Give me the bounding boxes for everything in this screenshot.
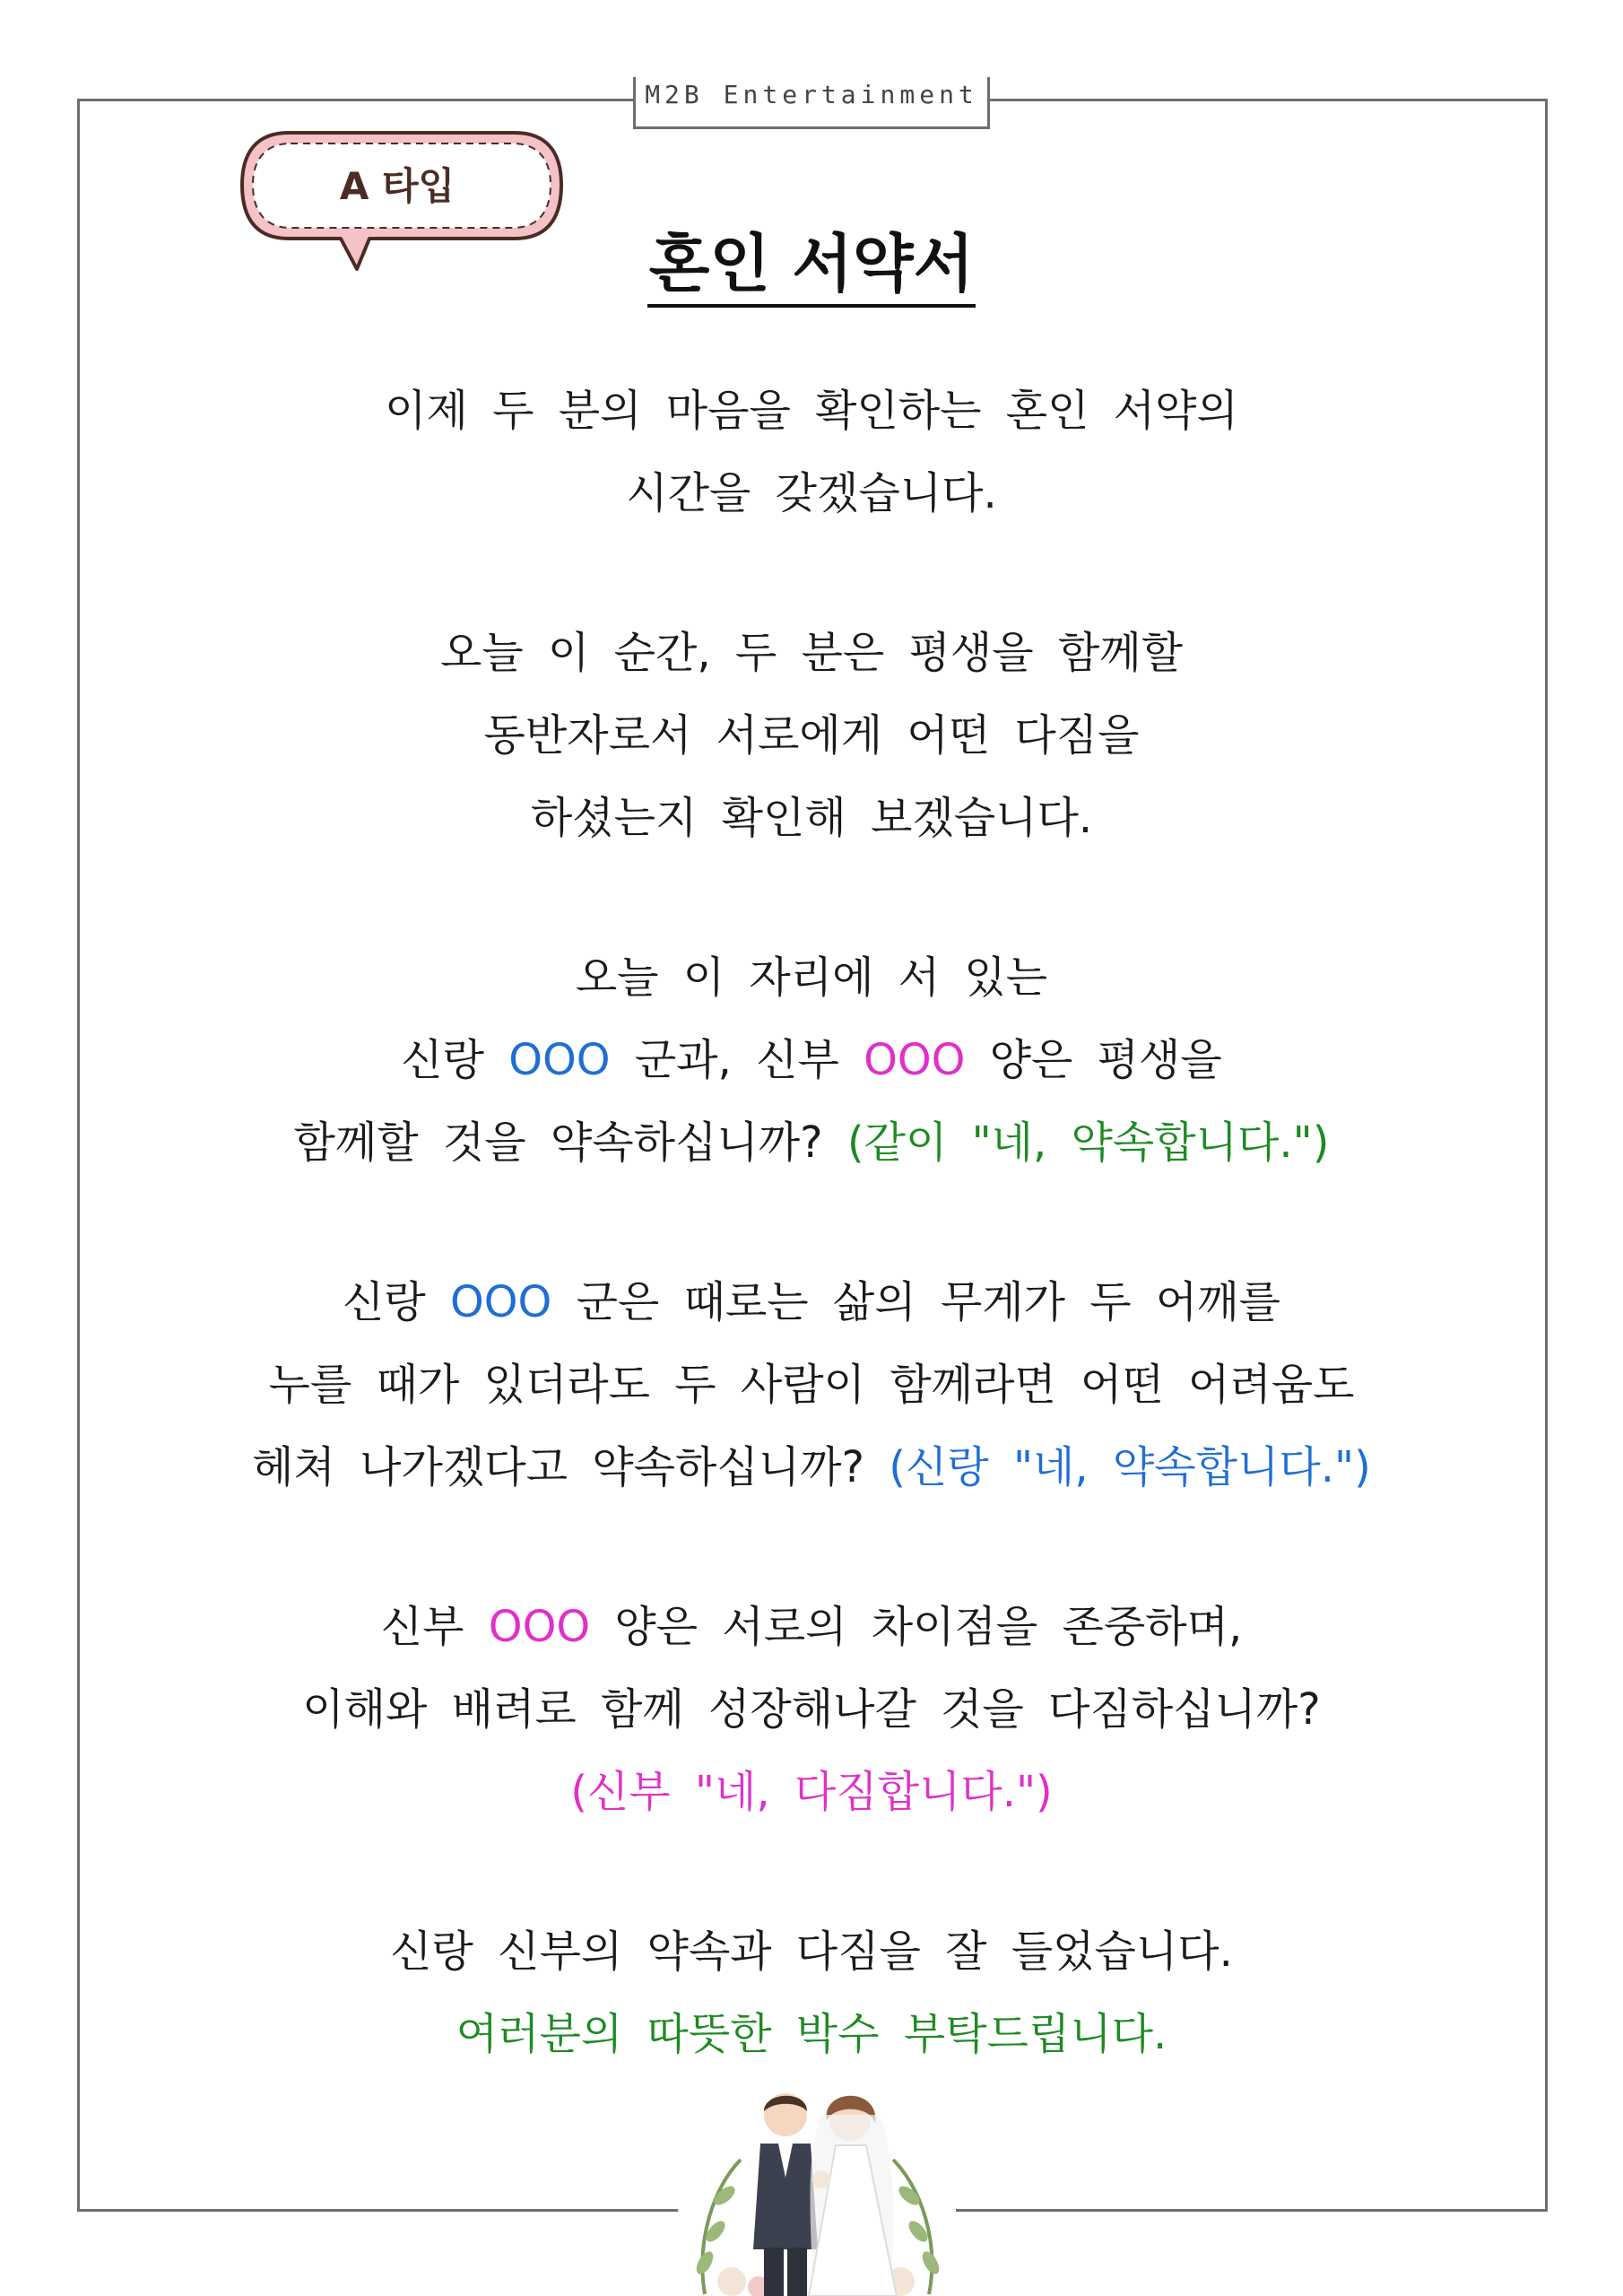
- text-line-12: 신부 OOO 양은 서로의 차이점을 존중하며,: [380, 1602, 1243, 1652]
- text-line-1: 이제 두 분의 마음을 확인하는 혼인 서약의: [385, 386, 1238, 436]
- text-line-9: 신랑 OOO 군은 때로는 삶의 무게가 두 어깨를: [342, 1277, 1281, 1327]
- groom-name-placeholder: OOO: [508, 1035, 611, 1085]
- text-line-15: 신랑 신부의 약속과 다짐을 잘 들었습니다.: [390, 1926, 1233, 1977]
- text-line-6: 오늘 이 자리에 서 있는: [575, 952, 1048, 1003]
- text-line-10: 누를 때가 있더라도 두 사람이 함께라면 어떤 어려움도: [268, 1360, 1355, 1410]
- bride-name-placeholder: OOO: [488, 1602, 591, 1652]
- text-line-16: 여러분의 따뜻한 박수 부탁드립니다.: [456, 2009, 1167, 2059]
- together-response: (같이 "네, 약속합니다."): [846, 1118, 1330, 1168]
- text-line-3: 오늘 이 순간, 두 분은 평생을 함께할: [440, 628, 1183, 678]
- page-title: 혼인 서약서: [0, 226, 1623, 301]
- text-line-4: 동반자로서 서로에게 어떤 다짐을: [483, 710, 1140, 761]
- text-line-2: 시간을 갖겠습니다.: [626, 468, 997, 518]
- text-line-5: 하셨는지 확인해 보겠습니다.: [530, 793, 1093, 843]
- wedding-couple-illustration: [678, 2079, 956, 2296]
- text-line-11: 헤쳐 나가겠다고 약속하십니까? (신랑 "네, 약속합니다."): [252, 1442, 1371, 1492]
- text-line-8: 함께할 것을 약속하십니까? (같이 "네, 약속합니다."): [293, 1118, 1330, 1168]
- text-line-13: 이해와 배려로 함께 성장해나갈 것을 다짐하십니까?: [302, 1684, 1321, 1735]
- type-badge-label: A 타입: [339, 164, 456, 208]
- groom-response: (신랑 "네, 약속합니다."): [889, 1442, 1371, 1492]
- bride-response: (신부 "네, 다짐합니다."): [570, 1767, 1053, 1817]
- groom-name-placeholder: OOO: [449, 1277, 552, 1327]
- bride-name-placeholder: OOO: [864, 1035, 966, 1085]
- brand-label: M2B Entertainment: [633, 77, 990, 129]
- text-line-7: 신랑 OOO 군과, 신부 OOO 양은 평생을: [401, 1035, 1222, 1085]
